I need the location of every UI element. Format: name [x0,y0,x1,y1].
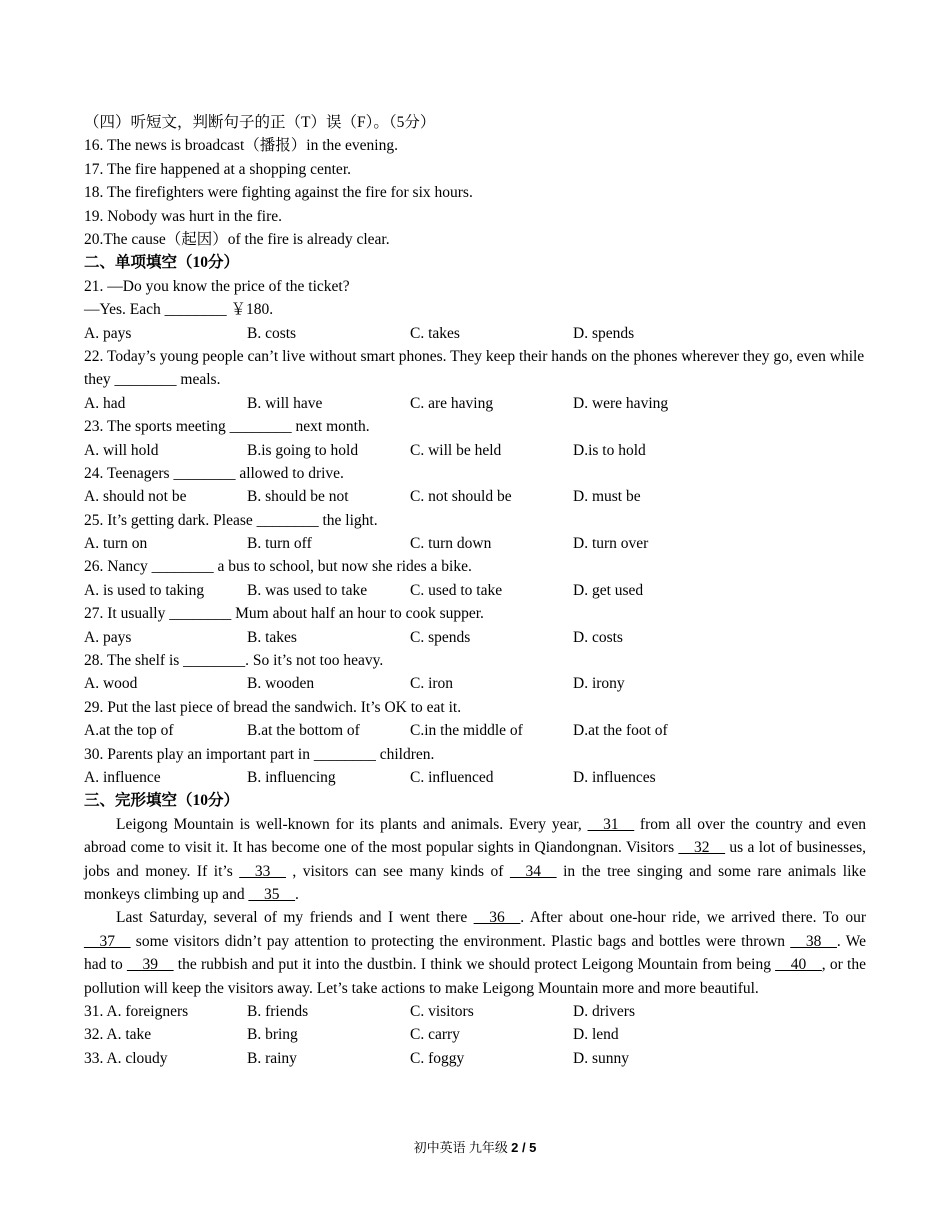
part-3-heading: 三、完形填空（10分） [84,792,240,810]
question-20: 20.The cause（起因）of the fire is already clear. [84,230,390,248]
blank-31: __31__ [587,815,635,833]
blank-33: __33__ [239,862,286,880]
cloze-text: some visitors didn’t pay attention to protecting the environment. Plastic bags and bottles were thrown [130,932,791,950]
question-27-options [84,626,866,649]
question-27-stem: 27. It usually ________ Mum about half an hour to cook supper. [84,605,484,623]
option-a: A. pays [84,324,132,342]
option-b: B. will have [247,394,323,412]
cloze-text: from all over the country and even abroad come to visit it. It has become one of the most popular sights in Qiandongnan. Visitors [84,815,866,857]
option-c: C. not should be [410,488,512,506]
option-c: C.in the middle of [410,722,523,740]
question-21-reply: —Yes. Each ________ ￥180. [84,301,274,319]
option-d: D.is to hold [573,441,646,459]
question-30-stem: 30. Parents play an important part in ________ children. [84,745,435,763]
option-b: B. should be not [247,488,349,506]
option-a: A. will hold [84,441,159,459]
option-d: D. must be [573,488,641,506]
cloze-text: us a lot of businesses, jobs and money. If it’s [84,839,866,880]
question-28-stem: 28. The shelf is ________. So it’s not too heavy. [84,652,384,670]
option-a: A. is used to taking [84,581,205,599]
option-c: C. used to take [410,581,503,599]
blank-39: __39__ [127,956,174,974]
option-d: D. get used [573,581,644,599]
cloze-text: , or the pollution will keep the visitors away. Let’s take actions to make Leigong Mountain more and more beautiful. [84,956,866,997]
blank-32: __32__ [678,839,725,857]
option-b: B. was used to take [247,581,368,599]
blank-37: __37__ [84,932,131,950]
option-a: 33. A. cloudy [84,1049,168,1067]
page-footer [0,1138,950,1158]
cloze-paragraph-2 [84,906,866,1000]
option-b: B. rainy [247,1049,297,1067]
question-31-options [84,1000,866,1023]
option-d: D. sunny [573,1049,629,1067]
option-a: A. turn on [84,535,148,553]
option-c: C. turn down [410,535,492,553]
option-b: B. bring [247,1026,298,1044]
question-30-options [84,766,866,789]
question-25-options [84,532,866,555]
footer-label: 初中英语 九年级 [413,1140,512,1155]
option-d: D.at the foot of [573,722,668,740]
option-a: A. influence [84,768,161,786]
option-c: C. will be held [410,441,502,459]
option-a: A. had [84,394,126,412]
question-26-options [84,579,866,602]
option-d: D. costs [573,628,623,646]
question-32-options [84,1023,866,1046]
question-22-options [84,392,866,415]
option-c: C. spends [410,628,471,646]
question-21-options [84,322,866,345]
option-a: A. should not be [84,488,187,506]
question-33-options [84,1047,866,1070]
option-d: D. turn over [573,535,649,553]
blank-38: __38__ [790,932,837,950]
option-a: A. pays [84,628,132,646]
option-c: C. iron [410,675,454,693]
cloze-paragraph-1 [84,813,866,907]
question-26-stem: 26. Nancy ________ a bus to school, but now she rides a bike. [84,558,472,576]
option-b: B.is going to hold [247,441,359,459]
blank-34: __34__ [510,862,557,880]
question-24-options [84,485,866,508]
option-c: C. takes [410,324,460,342]
option-d: D. irony [573,675,625,693]
cloze-text: in the tree singing and some rare animals like monkeys climbing up and [84,862,867,903]
option-b: B. friends [247,1003,309,1020]
page-number: 2 / 5 [511,1140,537,1155]
option-a: A.at the top of [84,722,174,740]
question-23-stem: 23. The sports meeting ________ next month. [84,418,370,436]
question-21-stem: 21. —Do you know the price of the ticket? [84,277,350,295]
blank-35: __35__ [248,885,295,903]
question-17: 17. The fire happened at a shopping center. [84,160,351,178]
cloze-text: Leigong Mountain is well-known for its plants and animals. Every year, [116,815,588,833]
blank-36: __36__ [473,909,521,927]
option-b: B.at the bottom of [247,722,360,740]
cloze-text: , visitors can see many kinds of [285,862,511,880]
cloze-text: . We had to [84,932,866,974]
option-a: 31. A. foreigners [84,1003,189,1020]
cloze-text: the rubbish and put it into the dustbin. I think we should protect Leigong Mountain from being [173,956,776,974]
option-a: 32. A. take [84,1026,152,1044]
option-d: D. spends [573,324,635,342]
option-b: B. costs [247,324,297,342]
option-c: C. influenced [410,768,494,786]
blank-40: __40__ [775,956,822,974]
option-b: B. wooden [247,675,315,693]
question-28-options [84,672,866,695]
option-d: D. were having [573,394,669,412]
cloze-text: Last Saturday, several of my friends and I went there [116,909,474,927]
question-19: 19. Nobody was hurt in the fire. [84,207,283,225]
question-18: 18. The firefighters were fighting against the fire for six hours. [84,184,473,202]
question-23-options [84,439,866,462]
question-25-stem: 25. It’s getting dark. Please ________ the light. [84,511,378,529]
option-c: C. carry [410,1026,460,1044]
exam-page [84,111,866,1070]
question-24-stem: 24. Teenagers ________ allowed to drive. [84,464,344,482]
option-b: B. takes [247,628,297,646]
option-b: B. influencing [247,768,336,786]
option-d: D. influences [573,768,656,786]
option-d: D. lend [573,1026,619,1044]
cloze-text: . [294,885,299,903]
option-b: B. turn off [247,535,312,553]
cloze-text: . After about one-hour ride, we arrived there. To our [520,909,867,927]
question-22-stem: 22. Today’s young people can’t live without smart phones. They keep their hands on the phones wherever they go, even while they ________ meals. [84,347,865,389]
question-16: 16. The news is broadcast（播报）in the evening. [84,137,398,155]
option-c: C. are having [410,394,494,412]
question-29-stem: 29. Put the last piece of bread the sandwich. It’s OK to eat it. [84,698,462,716]
option-a: A. wood [84,675,138,693]
option-c: C. foggy [410,1049,465,1067]
option-d: D. drivers [573,1003,635,1020]
section-4-heading: （四）听短文，判断句子的正（T）误（F）。（5分） [84,114,436,131]
part-2-heading: 二、单项填空（10分） [84,254,240,272]
question-29-options [84,719,866,742]
option-c: C. visitors [410,1003,474,1020]
